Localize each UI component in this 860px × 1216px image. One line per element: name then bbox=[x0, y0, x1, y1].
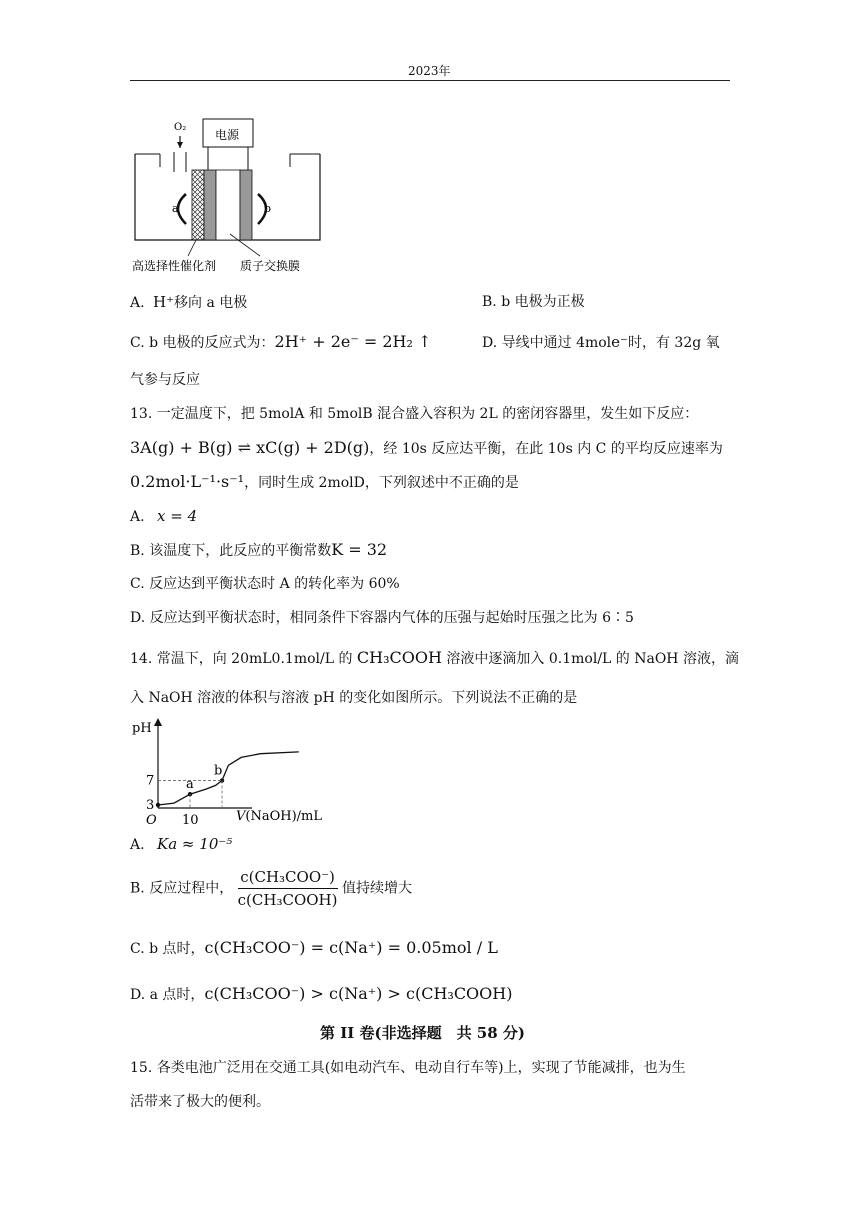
option-c-prefix: C. b 电极的反应式为： bbox=[130, 335, 275, 351]
x-axis-unit: (NaOH)/mL bbox=[245, 809, 322, 824]
electrode-a-plate bbox=[204, 170, 216, 240]
q14-option-c-prefix: C. b 点时， bbox=[130, 941, 205, 957]
q13-line2-tail: ，经 10s 反应达平衡，在此 10s 内 C 的平均反应速率为 bbox=[369, 441, 723, 457]
q13-rate: 0.2mol·L⁻¹·s⁻¹ bbox=[130, 472, 245, 491]
q12-option-c bbox=[130, 332, 431, 353]
o2-label: O₂ bbox=[174, 122, 187, 133]
x-axis-label: V(NaOH)/mL bbox=[236, 809, 322, 824]
y-axis-arrow-icon bbox=[154, 718, 162, 726]
membrane-label: 质子交换膜 bbox=[240, 259, 301, 273]
q13-option-b-math: K = 32 bbox=[331, 540, 388, 559]
q13-option-a bbox=[130, 506, 197, 527]
q14-option-d-math: c(CH₃COO⁻) > c(Na⁺) > c(CH₃COOH) bbox=[204, 984, 513, 1003]
q14-option-b-prefix: B. 反应过程中， bbox=[130, 880, 234, 897]
fraction-denominator: c(CH₃COOH) bbox=[237, 891, 338, 909]
q13-line3-tail: ，同时生成 2molD，下列叙述中不正确的是 bbox=[244, 475, 519, 491]
electron-symbol: e⁻ bbox=[611, 333, 628, 351]
q14-line2: 入 NaOH 溶液的体积与溶液 pH 的变化如图所示。下列说法不正确的是 bbox=[130, 690, 578, 706]
y-tick-label: 3 bbox=[146, 797, 155, 813]
q15-line1: 15. 各类电池广泛用在交通工具(如电动汽车、电动自行车等)上，实现了节能减排，也为生 bbox=[130, 1060, 686, 1076]
q14-option-c bbox=[130, 938, 498, 959]
electrolysis-cell-diagram bbox=[130, 112, 330, 282]
q14-option-d bbox=[130, 984, 512, 1005]
q13-option-b bbox=[130, 540, 387, 561]
q13-option-c: C. 反应达到平衡状态时 A 的转化率为 60% bbox=[130, 576, 400, 592]
q13-line2 bbox=[130, 438, 723, 459]
q14-line1-a: 14. 常温下，向 20mL0.1mol/L 的 bbox=[130, 651, 353, 667]
power-label: 电源 bbox=[215, 128, 240, 142]
q14-option-a bbox=[130, 834, 232, 855]
option-d-text-a: D. 导线中通过 4mol bbox=[482, 335, 612, 351]
point-a-label: a bbox=[186, 777, 194, 793]
page-header-year: 2023年 bbox=[408, 64, 451, 78]
q14-line1-b: 溶液中逐滴加入 0.1mol/L 的 NaOH 溶液，滴 bbox=[446, 651, 739, 667]
q13-option-b-text: B. 该温度下，此反应的平衡常数 bbox=[130, 543, 332, 559]
q13-line3 bbox=[130, 472, 519, 493]
acetic-acid-formula: CH₃COOH bbox=[356, 648, 442, 667]
electrode-b-label: b bbox=[264, 202, 272, 215]
q12-option-d-line2: 气参与反应 bbox=[130, 372, 200, 388]
q12-option-b: B. b 电极为正极 bbox=[482, 294, 585, 310]
q12-option-a bbox=[130, 292, 247, 313]
catalyst-layer bbox=[192, 170, 204, 240]
q13-equation: 3A(g) + B(g) ⇌ xC(g) + 2D(g) bbox=[130, 438, 370, 457]
header-rule bbox=[130, 80, 730, 81]
q14-option-a-prefix: A. bbox=[130, 837, 145, 853]
q14-option-a-math: Ka ≈ 10⁻⁵ bbox=[157, 835, 233, 853]
titration-curve-chart bbox=[128, 712, 338, 828]
q13-line1: 13. 一定温度下，把 5molA 和 5molB 混合盛入容积为 2L 的密闭容器里，发生如下反应： bbox=[130, 406, 699, 422]
electrode-a-label: a bbox=[172, 202, 179, 215]
point-b-label: b bbox=[214, 763, 223, 779]
q15-line2: 活带来了极大的便利。 bbox=[130, 1094, 270, 1110]
q13-option-a-prefix: A. bbox=[130, 509, 145, 525]
section-title: 第 II 卷(非选择题 共 58 分) bbox=[320, 1024, 525, 1042]
q14-option-d-prefix: D. a 点时， bbox=[130, 987, 205, 1003]
hydrogen-ion: H⁺ bbox=[153, 293, 175, 311]
option-c-equation: 2H⁺ + 2e⁻ = 2H₂ ↑ bbox=[274, 332, 432, 351]
arrow-a-icon bbox=[178, 194, 186, 224]
proton-exchange-membrane bbox=[216, 170, 240, 240]
catalyst-label: 高选择性催化剂 bbox=[132, 259, 217, 273]
origin-label: O bbox=[146, 813, 157, 828]
q12-option-d-line1 bbox=[482, 332, 720, 353]
q14-line1 bbox=[130, 648, 739, 669]
option-a-text: 移向 a 电极 bbox=[174, 295, 248, 311]
concentration-ratio-fraction bbox=[238, 868, 338, 909]
start-point bbox=[156, 803, 160, 807]
q14-option-b bbox=[130, 868, 412, 909]
option-a-prefix: A. bbox=[130, 295, 145, 311]
q13-option-d: D. 反应达到平衡状态时，相同条件下容器内气体的压强与起始时压强之比为 6∶5 bbox=[130, 610, 634, 626]
y-tick-label: 7 bbox=[146, 773, 155, 789]
q14-option-b-tail: 值持续增大 bbox=[341, 880, 412, 897]
x-tick-label: 10 bbox=[182, 813, 199, 828]
y-axis-label: pH bbox=[132, 721, 152, 736]
titration-curve bbox=[158, 752, 299, 805]
q14-option-c-math: c(CH₃COO⁻) = c(Na⁺) = 0.05mol / L bbox=[204, 938, 498, 957]
option-d-text-b: 时，有 32g 氧 bbox=[627, 335, 720, 351]
electrode-b-plate bbox=[240, 170, 252, 240]
q13-option-a-math: x = 4 bbox=[157, 507, 198, 525]
fraction-numerator: c(CH₃COO⁻) bbox=[238, 868, 338, 889]
